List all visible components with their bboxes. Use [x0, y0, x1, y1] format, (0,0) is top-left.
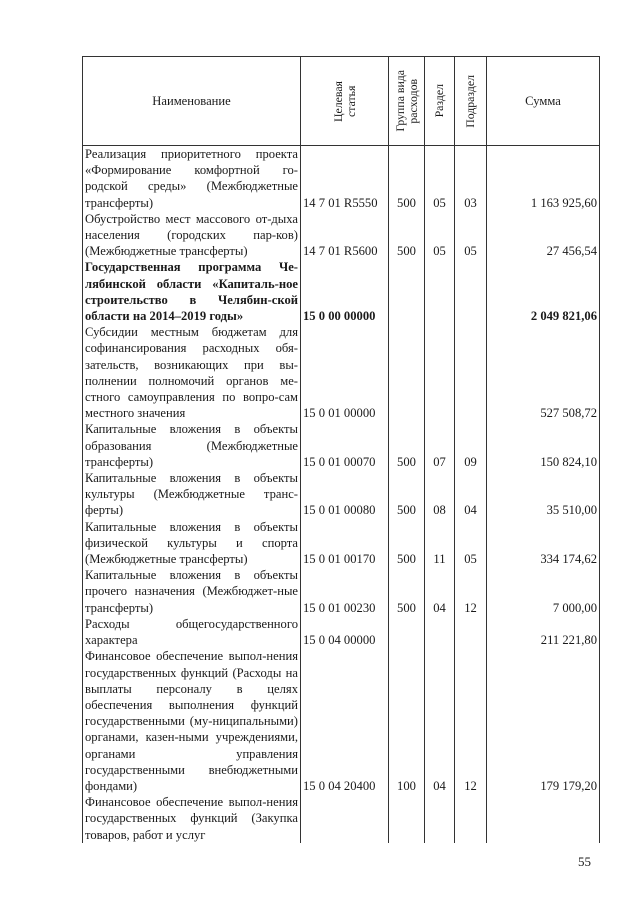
row-section: 11: [425, 519, 455, 568]
row-sum: 150 824,10: [487, 421, 600, 470]
row-sum: [487, 794, 600, 843]
table-row: [83, 211, 600, 260]
row-article: 14 7 01 R5600: [301, 211, 389, 260]
row-expense-group: 500: [389, 567, 425, 616]
row-sum: 27 456,54: [487, 211, 600, 260]
table-row: [83, 324, 600, 421]
row-sum: 211 221,80: [487, 616, 600, 648]
row-subsection: 03: [455, 146, 487, 211]
header-section: Раздел: [432, 84, 446, 118]
row-article: 15 0 01 00080: [301, 470, 389, 519]
row-expense-group: [389, 794, 425, 843]
table-row: [83, 794, 600, 843]
row-name: Реализация приоритетного проекта «Формирование комфортной го-родской среды» (Межбюджетные трансферты): [83, 146, 301, 211]
row-expense-group: 500: [389, 211, 425, 260]
row-section: 07: [425, 421, 455, 470]
table-row: [83, 146, 600, 211]
table-row: [83, 616, 600, 648]
budget-table: [82, 56, 600, 843]
header-article-cell: [301, 57, 389, 146]
row-expense-group: 500: [389, 146, 425, 211]
row-name: Обустройство мест массового от-дыха населения (городских пар-ков) (Межбюджетные трансферты): [83, 211, 301, 260]
table-row: [83, 259, 600, 324]
row-name: Капитальные вложения в объекты прочего назначения (Межбюджет-ные трансферты): [83, 567, 301, 616]
row-sum: 1 163 925,60: [487, 146, 600, 211]
row-sum: 527 508,72: [487, 324, 600, 421]
row-article: 15 0 01 00070: [301, 421, 389, 470]
row-sum: 179 179,20: [487, 648, 600, 794]
row-name: Финансовое обеспечение выпол-нения государственных функций (Расходы на выплаты персоналу в целях обеспечения выполнения функций государственными (му-ниципальными) органами, казен-ными учреждениями, органами управления государственными внебюджетными фондами): [83, 648, 301, 794]
row-section: 05: [425, 211, 455, 260]
row-subsection: 05: [455, 211, 487, 260]
row-expense-group: [389, 616, 425, 648]
header-name: Наименование: [83, 57, 301, 146]
page-number: 55: [578, 854, 591, 869]
row-expense-group: 500: [389, 470, 425, 519]
row-name: Капитальные вложения в объекты физической культуры и спорта (Межбюджетные трансферты): [83, 519, 301, 568]
table-row: [83, 470, 600, 519]
row-expense-group: 100: [389, 648, 425, 794]
header-sum: Сумма: [487, 57, 600, 146]
table-row: [83, 519, 600, 568]
row-subsection: [455, 259, 487, 324]
row-article: 14 7 01 R5550: [301, 146, 389, 211]
row-name: Субсидии местным бюджетам для софинансирования расходных обя-зательств, возникающих при вы-полнении полномочий органов ме-стного самоуправления по вопро-сам местного значения: [83, 324, 301, 421]
row-subsection: 12: [455, 567, 487, 616]
row-name: Государственная программа Че-лябинской области «Капиталь-ное строительство в Челябин-ской области на 2014–2019 годы»: [83, 259, 301, 324]
row-sum: 2 049 821,06: [487, 259, 600, 324]
row-subsection: [455, 794, 487, 843]
header-group-cell: [389, 57, 425, 146]
row-sum: 7 000,00: [487, 567, 600, 616]
row-sum: 35 510,00: [487, 470, 600, 519]
row-section: [425, 616, 455, 648]
row-name: Капитальные вложения в объекты образования (Межбюджетные трансферты): [83, 421, 301, 470]
row-section: 04: [425, 567, 455, 616]
row-article: 15 0 04 20400: [301, 648, 389, 794]
row-subsection: [455, 324, 487, 421]
row-expense-group: [389, 259, 425, 324]
table-row: [83, 648, 600, 794]
row-sum: 334 174,62: [487, 519, 600, 568]
row-article: 15 0 00 00000: [301, 259, 389, 324]
row-article: 15 0 01 00230: [301, 567, 389, 616]
row-subsection: 05: [455, 519, 487, 568]
row-article: 15 0 01 00000: [301, 324, 389, 421]
row-section: 04: [425, 648, 455, 794]
row-section: [425, 259, 455, 324]
header-expense-group: Группа вида расходов: [392, 70, 420, 132]
header-section-cell: [425, 57, 455, 146]
row-name: Расходы общегосударственного характера: [83, 616, 301, 648]
row-article: 15 0 01 00170: [301, 519, 389, 568]
row-name: Финансовое обеспечение выпол-нения государственных функций (Закупка товаров, работ и услуг: [83, 794, 301, 843]
row-expense-group: [389, 324, 425, 421]
row-article: [301, 794, 389, 843]
row-subsection: [455, 616, 487, 648]
table-header-row: [83, 57, 600, 146]
row-subsection: 12: [455, 648, 487, 794]
row-section: [425, 794, 455, 843]
table-row: [83, 421, 600, 470]
row-subsection: 09: [455, 421, 487, 470]
row-expense-group: 500: [389, 519, 425, 568]
table-row: [83, 567, 600, 616]
row-article: 15 0 04 00000: [301, 616, 389, 648]
header-subsection-cell: [455, 57, 487, 146]
row-section: 05: [425, 146, 455, 211]
row-section: [425, 324, 455, 421]
header-article: Целевая статья: [330, 80, 358, 122]
row-subsection: 04: [455, 470, 487, 519]
row-section: 08: [425, 470, 455, 519]
row-name: Капитальные вложения в объекты культуры (Межбюджетные транс-ферты): [83, 470, 301, 519]
header-subsection: Подраздел: [463, 74, 477, 128]
row-expense-group: 500: [389, 421, 425, 470]
